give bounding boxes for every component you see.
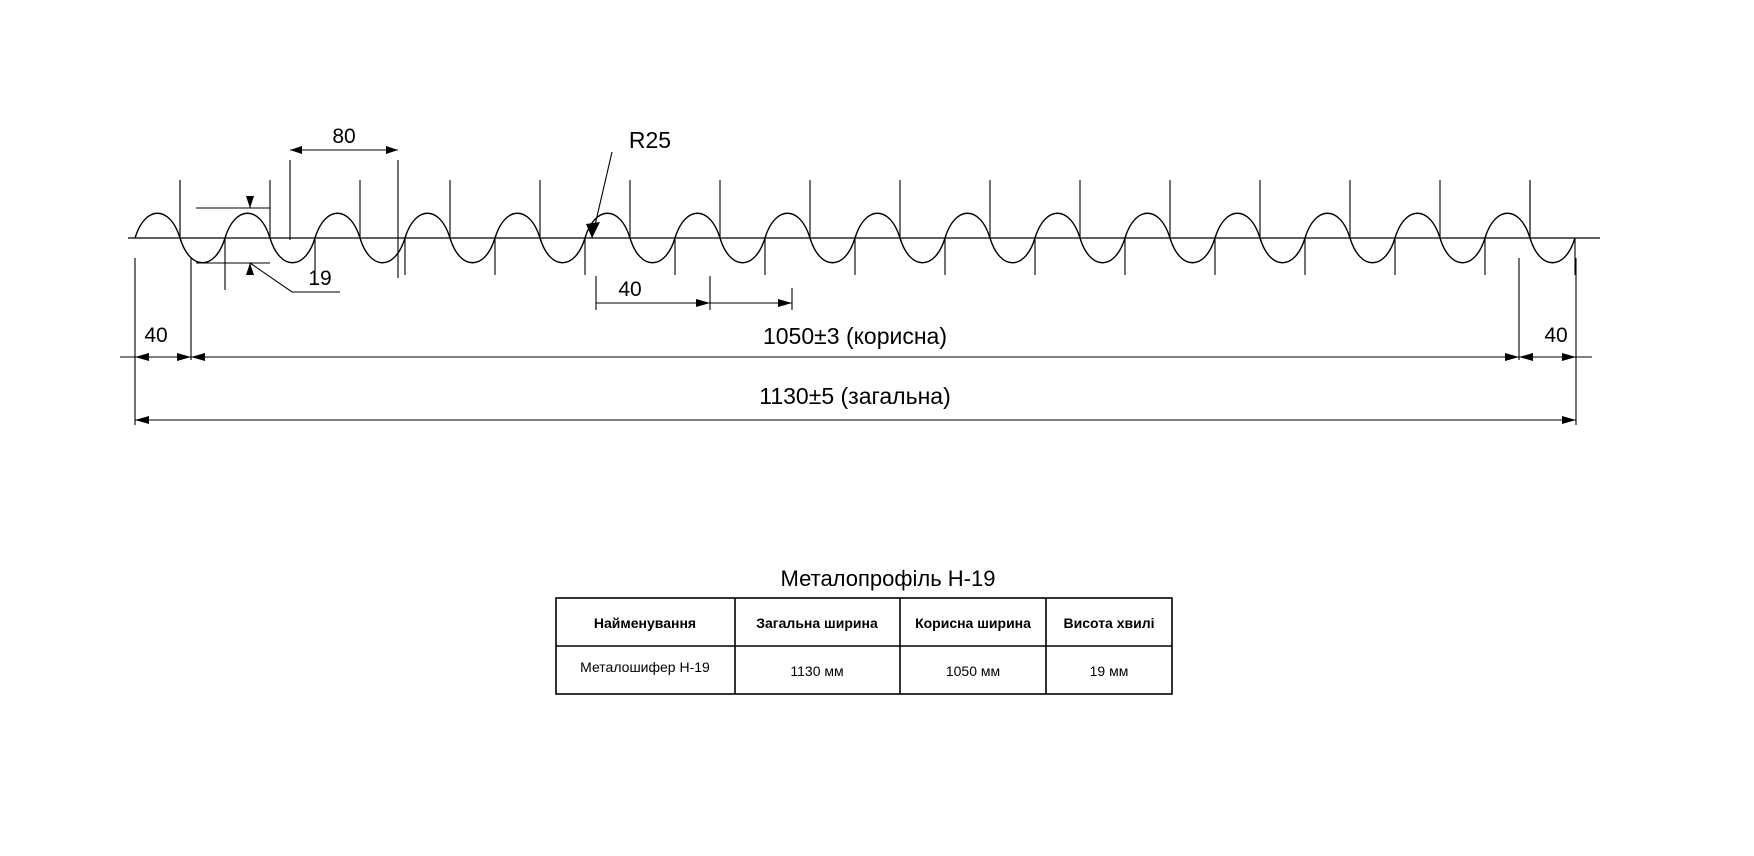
dimension-useful-width-label: 1050±3 (корисна) [762,323,948,349]
table-title: Металопрофіль Н-19 [780,566,996,591]
dimension-wave-pitch [290,125,398,185]
dimension-total-width-label: 1130±5 (загальна) [759,383,951,409]
dimension-radius-label: R25 [628,127,672,153]
table-header-cell: Загальна ширина [756,615,878,631]
dimension-wave-pitch-label: 80 [332,125,356,148]
table-cell-useful-width: 1050 мм [945,663,1001,679]
dimension-wave-height-label: 19 [308,267,332,290]
table-header-cell: Найменування [593,615,697,631]
dimension-overlap-left-label: 40 [144,324,168,347]
dimension-half-pitch-label: 40 [618,278,642,301]
dimension-wave-height [196,196,340,292]
dimension-overlap-right-label: 40 [1544,324,1568,347]
spec-table [556,598,1172,694]
table-cell-wave-height: 19 мм [1089,663,1129,679]
table-header-cell: Висота хвилі [1063,615,1155,631]
dimension-radius [586,127,671,238]
table-header-row [594,615,1155,631]
dimension-overlap-right [1500,324,1592,361]
dimension-useful-width [191,323,1519,361]
dimension-half-pitch [596,276,792,310]
crest-center-marks [180,180,1530,238]
table-cell-total-width: 1130 мм [790,663,844,679]
dimension-total-width [135,383,1576,424]
table-header-cell: Корисна ширина [915,615,1031,631]
table-cell-name: Металошифер Н-19 [580,659,710,675]
trough-center-marks [225,238,1575,290]
